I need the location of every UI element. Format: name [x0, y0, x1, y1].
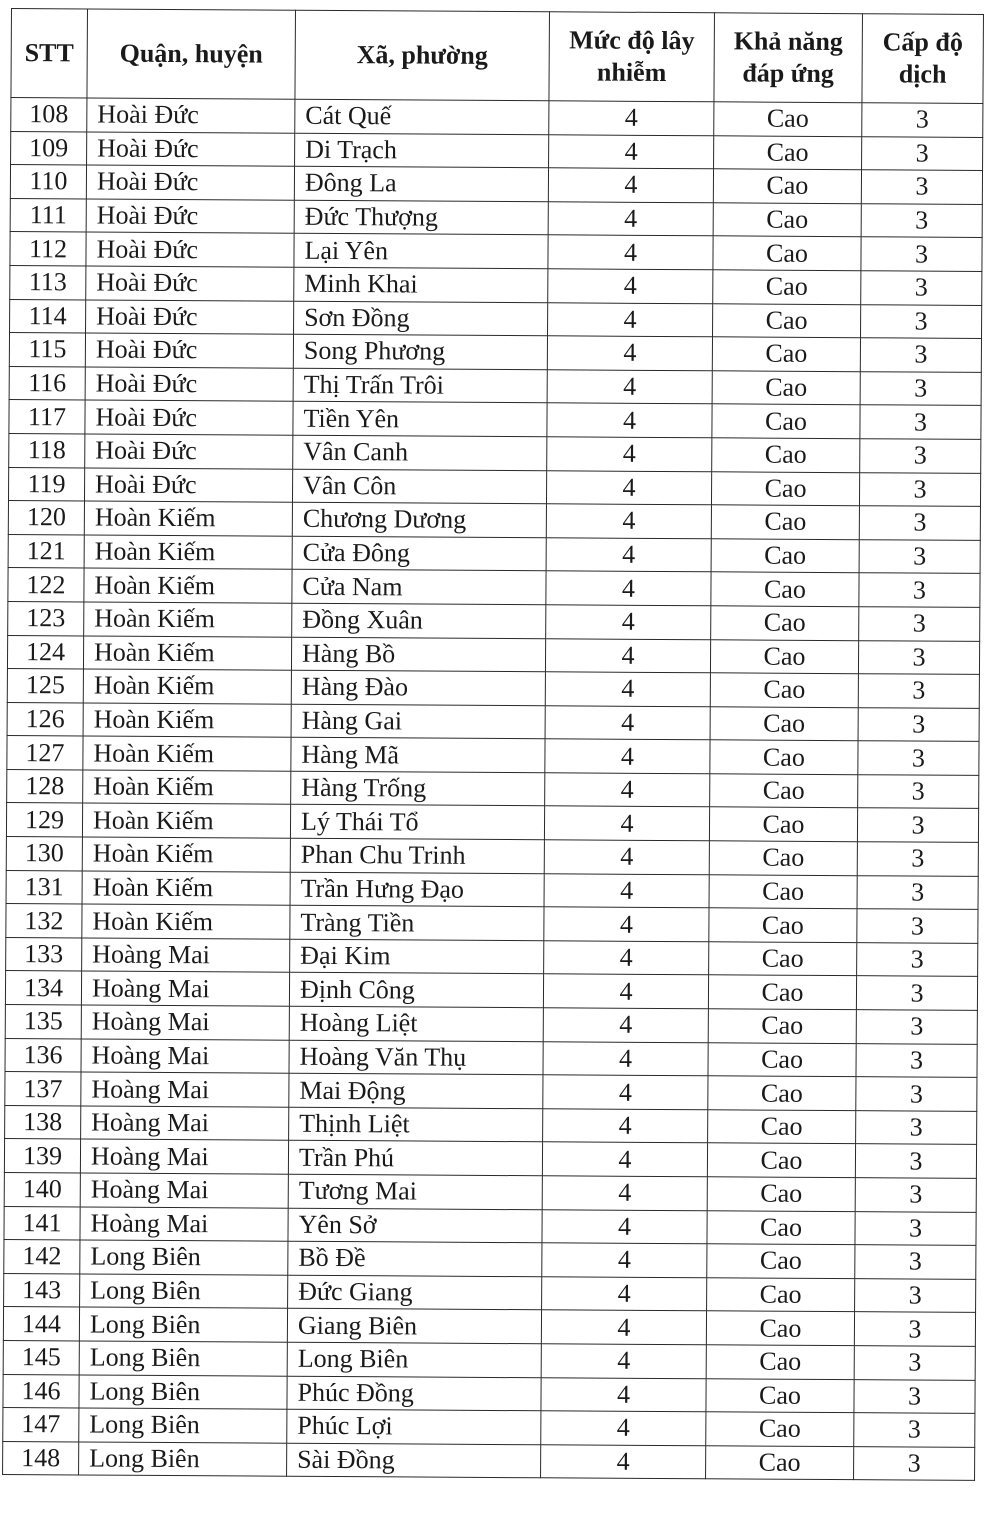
cell-epidemic-level: 3 — [858, 640, 979, 674]
cell-response-capacity: Cao — [711, 572, 859, 606]
cell-response-capacity: Cao — [712, 337, 860, 371]
cell-response-capacity: Cao — [706, 1345, 854, 1379]
cell-ward: Vân Canh — [293, 435, 547, 470]
cell-epidemic-level: 3 — [859, 607, 980, 641]
cell-infection-level: 4 — [545, 773, 710, 808]
cell-stt: 144 — [3, 1307, 79, 1341]
cell-response-capacity: Cao — [710, 774, 858, 808]
cell-epidemic-level: 3 — [861, 271, 982, 305]
cell-infection-level: 4 — [542, 1209, 707, 1244]
cell-district: Hoàng Mai — [81, 1005, 289, 1040]
cell-ward: Hoàng Liệt — [289, 1006, 543, 1041]
cell-response-capacity: Cao — [710, 740, 858, 774]
cell-district: Hoàn Kiếm — [84, 568, 292, 603]
cell-district: Long Biên — [79, 1375, 287, 1410]
cell-ward: Minh Khai — [294, 267, 548, 302]
cell-district: Hoàn Kiếm — [83, 669, 291, 704]
cell-ward: Định Công — [289, 973, 543, 1008]
cell-stt: 128 — [7, 769, 83, 803]
table-body — [3, 98, 983, 1481]
cell-stt: 121 — [8, 534, 84, 568]
cell-epidemic-level: 3 — [862, 103, 983, 137]
cell-ward: Phan Chu Trinh — [290, 838, 544, 873]
cell-ward: Đồng Xuân — [292, 603, 546, 638]
cell-response-capacity: Cao — [709, 874, 857, 908]
cell-stt: 119 — [8, 467, 84, 501]
cell-district: Hoài Đức — [86, 165, 294, 200]
cell-district: Hoàn Kiếm — [84, 602, 292, 637]
cell-epidemic-level: 3 — [854, 1413, 975, 1447]
cell-response-capacity: Cao — [708, 975, 856, 1009]
cell-stt: 118 — [9, 433, 85, 467]
cell-ward: Chương Dương — [292, 502, 546, 537]
cell-epidemic-level: 3 — [855, 1278, 976, 1312]
cell-district: Long Biên — [79, 1341, 287, 1376]
cell-response-capacity: Cao — [710, 673, 858, 707]
cell-stt: 129 — [6, 803, 82, 837]
cell-stt: 124 — [7, 635, 83, 669]
cell-stt: 145 — [3, 1340, 79, 1374]
cell-epidemic-level: 3 — [854, 1346, 975, 1380]
cell-district: Hoàng Mai — [80, 1173, 288, 1208]
cell-ward: Long Biên — [287, 1342, 541, 1377]
cell-ward: Cát Quế — [295, 99, 549, 134]
cell-district: Hoàng Mai — [80, 1207, 288, 1242]
cell-epidemic-level: 3 — [862, 136, 983, 170]
cell-ward: Hàng Đào — [291, 670, 545, 705]
cell-response-capacity: Cao — [713, 203, 861, 237]
cell-response-capacity: Cao — [712, 371, 860, 405]
cell-response-capacity: Cao — [711, 539, 859, 573]
cell-infection-level: 4 — [545, 739, 710, 774]
cell-ward: Thị Trấn Trôi — [293, 368, 547, 403]
cell-district: Hoài Đức — [85, 367, 293, 402]
cell-infection-level: 4 — [541, 1377, 706, 1412]
cell-infection-level: 4 — [549, 101, 714, 136]
cell-epidemic-level: 3 — [854, 1379, 975, 1413]
cell-district: Hoàng Mai — [81, 971, 289, 1006]
cell-response-capacity: Cao — [713, 303, 861, 337]
cell-infection-level: 4 — [545, 672, 710, 707]
cell-infection-level: 4 — [542, 1243, 707, 1278]
cell-response-capacity: Cao — [707, 1143, 855, 1177]
cell-ward: Đức Thượng — [294, 200, 548, 235]
cell-ward: Hàng Mã — [291, 738, 545, 773]
cell-epidemic-level: 3 — [859, 539, 980, 573]
cell-epidemic-level: 3 — [858, 775, 979, 809]
cell-epidemic-level: 3 — [855, 1245, 976, 1279]
cell-response-capacity: Cao — [714, 102, 862, 136]
cell-response-capacity: Cao — [706, 1311, 854, 1345]
cell-district: Hoàn Kiếm — [82, 837, 290, 872]
cell-infection-level: 4 — [543, 1008, 708, 1043]
cell-district: Hoàn Kiếm — [83, 736, 291, 771]
cell-stt: 141 — [4, 1206, 80, 1240]
cell-stt: 148 — [3, 1441, 79, 1475]
cell-epidemic-level: 3 — [857, 808, 978, 842]
cell-infection-level: 4 — [544, 840, 709, 875]
cell-stt: 112 — [10, 232, 86, 266]
cell-ward: Song Phương — [293, 334, 547, 369]
cell-district: Hoàn Kiếm — [83, 703, 291, 738]
cell-infection-level: 4 — [541, 1445, 706, 1480]
cell-infection-level: 4 — [542, 1176, 707, 1211]
cell-ward: Tiền Yên — [293, 402, 547, 437]
cell-epidemic-level: 3 — [858, 741, 979, 775]
cell-response-capacity: Cao — [709, 841, 857, 875]
cell-response-capacity: Cao — [713, 236, 861, 270]
cell-epidemic-level: 3 — [855, 1144, 976, 1178]
cell-ward: Lại Yên — [294, 234, 548, 269]
cell-stt: 131 — [6, 870, 82, 904]
cell-stt: 116 — [9, 366, 85, 400]
cell-ward: Phúc Lợi — [287, 1409, 541, 1444]
cell-epidemic-level: 3 — [860, 405, 981, 439]
cell-ward: Đức Giang — [288, 1275, 542, 1310]
cell-infection-level: 4 — [548, 235, 713, 270]
cell-epidemic-level: 3 — [859, 506, 980, 540]
cell-stt: 111 — [10, 198, 86, 232]
cell-infection-level: 4 — [546, 571, 711, 606]
cell-epidemic-level: 3 — [855, 1178, 976, 1212]
cell-infection-level: 4 — [548, 302, 713, 337]
cell-epidemic-level: 3 — [856, 976, 977, 1010]
cell-epidemic-level: 3 — [856, 1043, 977, 1077]
cell-infection-level: 4 — [543, 1109, 708, 1144]
cell-infection-level: 4 — [541, 1310, 706, 1345]
cell-ward: Lý Thái Tổ — [290, 805, 544, 840]
cell-district: Hoàng Mai — [80, 1139, 288, 1174]
cell-infection-level: 4 — [544, 941, 709, 976]
cell-infection-level: 4 — [547, 403, 712, 438]
header-infection-level: Mức độ lây nhiễm — [549, 12, 715, 102]
cell-ward: Hàng Gai — [291, 704, 545, 739]
cell-district: Hoàn Kiếm — [84, 535, 292, 570]
cell-epidemic-level: 3 — [857, 842, 978, 876]
cell-district: Hoàng Mai — [81, 1039, 289, 1074]
cell-ward: Giang Biên — [287, 1309, 541, 1344]
cell-response-capacity: Cao — [711, 505, 859, 539]
cell-epidemic-level: 3 — [860, 439, 981, 473]
cell-ward: Hoàng Văn Thụ — [289, 1040, 543, 1075]
header-epidemic-level: Cấp độ dịch — [862, 14, 984, 104]
cell-district: Hoàn Kiếm — [84, 501, 292, 536]
cell-epidemic-level: 3 — [857, 875, 978, 909]
cell-ward: Phúc Đồng — [287, 1376, 541, 1411]
cell-response-capacity: Cao — [708, 1042, 856, 1076]
cell-infection-level: 4 — [546, 470, 711, 505]
cell-response-capacity: Cao — [712, 438, 860, 472]
cell-ward: Đông La — [294, 166, 548, 201]
cell-response-capacity: Cao — [706, 1378, 854, 1412]
cell-district: Hoài Đức — [86, 300, 294, 335]
cell-ward: Trần Phú — [288, 1141, 542, 1176]
cell-stt: 136 — [5, 1038, 81, 1072]
cell-response-capacity: Cao — [708, 1076, 856, 1110]
cell-infection-level: 4 — [543, 1041, 708, 1076]
header-district: Quận, huyện — [87, 9, 296, 99]
cell-infection-level: 4 — [542, 1142, 707, 1177]
cell-stt: 139 — [4, 1139, 80, 1173]
cell-district: Long Biên — [80, 1274, 288, 1309]
cell-district: Hoài Đức — [86, 199, 294, 234]
cell-stt: 122 — [8, 568, 84, 602]
cell-stt: 142 — [4, 1240, 80, 1274]
cell-stt: 138 — [5, 1105, 81, 1139]
cell-ward: Hàng Trống — [291, 771, 545, 806]
cell-stt: 132 — [6, 904, 82, 938]
cell-response-capacity: Cao — [709, 807, 857, 841]
cell-infection-level: 4 — [547, 437, 712, 472]
cell-ward: Đại Kim — [290, 939, 544, 974]
cell-ward: Tràng Tiền — [290, 905, 544, 940]
cell-response-capacity: Cao — [706, 1412, 854, 1446]
cell-stt: 127 — [7, 736, 83, 770]
cell-response-capacity: Cao — [710, 706, 858, 740]
cell-stt: 146 — [3, 1374, 79, 1408]
cell-stt: 125 — [7, 669, 83, 703]
cell-response-capacity: Cao — [707, 1177, 855, 1211]
table-row — [3, 1441, 975, 1481]
cell-infection-level: 4 — [546, 504, 711, 539]
cell-response-capacity: Cao — [707, 1210, 855, 1244]
cell-infection-level: 4 — [541, 1344, 706, 1379]
cell-district: Hoàng Mai — [81, 1072, 289, 1107]
cell-stt: 135 — [5, 1005, 81, 1039]
cell-district: Hoài Đức — [85, 400, 293, 435]
cell-epidemic-level: 3 — [857, 943, 978, 977]
cell-ward: Bồ Đề — [288, 1241, 542, 1276]
cell-district: Hoài Đức — [85, 333, 293, 368]
epidemic-level-table — [2, 8, 984, 1481]
cell-stt: 147 — [3, 1408, 79, 1442]
header-response-capacity: Khả năng đáp ứng — [714, 13, 863, 103]
cell-district: Hoài Đức — [85, 434, 293, 469]
cell-infection-level: 4 — [549, 134, 714, 169]
cell-infection-level: 4 — [548, 202, 713, 237]
cell-district: Hoàn Kiếm — [82, 871, 290, 906]
cell-epidemic-level: 3 — [858, 707, 979, 741]
cell-epidemic-level: 3 — [861, 170, 982, 204]
cell-stt: 114 — [10, 299, 86, 333]
cell-infection-level: 4 — [544, 907, 709, 942]
header-stt: STT — [11, 9, 88, 98]
cell-stt: 143 — [4, 1273, 80, 1307]
cell-district: Hoàn Kiếm — [83, 635, 291, 670]
cell-epidemic-level: 3 — [861, 203, 982, 237]
cell-infection-level: 4 — [544, 806, 709, 841]
cell-district: Hoài Đức — [84, 467, 292, 502]
cell-response-capacity: Cao — [709, 942, 857, 976]
cell-stt: 108 — [11, 98, 87, 132]
cell-epidemic-level: 3 — [861, 237, 982, 271]
cell-district: Hoàn Kiếm — [82, 904, 290, 939]
cell-epidemic-level: 3 — [859, 573, 980, 607]
cell-district: Hoài Đức — [86, 266, 294, 301]
cell-infection-level: 4 — [546, 605, 711, 640]
cell-response-capacity: Cao — [706, 1446, 854, 1480]
cell-ward: Thịnh Liệt — [289, 1107, 543, 1142]
cell-epidemic-level: 3 — [860, 338, 981, 372]
cell-response-capacity: Cao — [711, 471, 859, 505]
cell-response-capacity: Cao — [707, 1278, 855, 1312]
cell-district: Hoàng Mai — [82, 938, 290, 973]
cell-response-capacity: Cao — [710, 639, 858, 673]
cell-stt: 140 — [4, 1172, 80, 1206]
cell-response-capacity: Cao — [713, 169, 861, 203]
cell-epidemic-level: 3 — [855, 1211, 976, 1245]
cell-stt: 120 — [8, 501, 84, 535]
cell-district: Long Biên — [79, 1307, 287, 1342]
cell-infection-level: 4 — [547, 336, 712, 371]
cell-infection-level: 4 — [544, 873, 709, 908]
cell-epidemic-level: 3 — [857, 909, 978, 943]
cell-stt: 109 — [11, 131, 87, 165]
cell-response-capacity: Cao — [707, 1244, 855, 1278]
cell-infection-level: 4 — [542, 1277, 707, 1312]
cell-ward: Vân Côn — [292, 469, 546, 504]
cell-stt: 117 — [9, 400, 85, 434]
cell-infection-level: 4 — [545, 705, 710, 740]
cell-ward: Yên Sở — [288, 1208, 542, 1243]
cell-epidemic-level: 3 — [856, 1010, 977, 1044]
cell-ward: Cửa Đông — [292, 536, 546, 571]
cell-epidemic-level: 3 — [856, 1077, 977, 1111]
cell-infection-level: 4 — [545, 638, 710, 673]
cell-response-capacity: Cao — [714, 135, 862, 169]
table-header-row — [11, 9, 984, 104]
cell-district: Hoàng Mai — [81, 1106, 289, 1141]
cell-response-capacity: Cao — [708, 1110, 856, 1144]
cell-stt: 115 — [9, 333, 85, 367]
cell-epidemic-level: 3 — [858, 674, 979, 708]
cell-response-capacity: Cao — [712, 404, 860, 438]
cell-epidemic-level: 3 — [861, 304, 982, 338]
cell-ward: Tương Mai — [288, 1174, 542, 1209]
cell-infection-level: 4 — [548, 269, 713, 304]
cell-infection-level: 4 — [543, 1075, 708, 1110]
cell-stt: 126 — [7, 702, 83, 736]
cell-ward: Sài Đồng — [287, 1443, 541, 1478]
cell-district: Long Biên — [80, 1240, 288, 1275]
cell-district: Hoàn Kiếm — [82, 803, 290, 838]
cell-district: Hoài Đức — [87, 98, 295, 133]
cell-ward: Hàng Bồ — [291, 637, 545, 672]
cell-district: Hoài Đức — [87, 132, 295, 167]
cell-epidemic-level: 3 — [854, 1446, 975, 1480]
cell-ward: Mai Động — [289, 1073, 543, 1108]
cell-stt: 137 — [5, 1072, 81, 1106]
cell-infection-level: 4 — [541, 1411, 706, 1446]
cell-response-capacity: Cao — [709, 908, 857, 942]
cell-ward: Cửa Nam — [292, 570, 546, 605]
cell-epidemic-level: 3 — [859, 472, 980, 506]
cell-infection-level: 4 — [543, 974, 708, 1009]
cell-response-capacity: Cao — [708, 1009, 856, 1043]
cell-epidemic-level: 3 — [860, 371, 981, 405]
cell-stt: 113 — [10, 265, 86, 299]
cell-district: Hoài Đức — [86, 232, 294, 267]
cell-ward: Trần Hưng Đạo — [290, 872, 544, 907]
header-ward: Xã, phường — [295, 10, 550, 101]
cell-response-capacity: Cao — [711, 606, 859, 640]
cell-stt: 110 — [10, 165, 86, 199]
cell-district: Hoàn Kiếm — [83, 770, 291, 805]
cell-infection-level: 4 — [547, 370, 712, 405]
cell-stt: 134 — [5, 971, 81, 1005]
cell-infection-level: 4 — [546, 537, 711, 572]
cell-infection-level: 4 — [548, 168, 713, 203]
cell-epidemic-level: 3 — [856, 1110, 977, 1144]
cell-ward: Sơn Đồng — [294, 301, 548, 336]
cell-epidemic-level: 3 — [854, 1312, 975, 1346]
cell-stt: 130 — [6, 837, 82, 871]
cell-stt: 123 — [8, 601, 84, 635]
cell-stt: 133 — [6, 937, 82, 971]
cell-district: Long Biên — [79, 1408, 287, 1443]
cell-response-capacity: Cao — [713, 270, 861, 304]
cell-district: Long Biên — [79, 1442, 287, 1477]
cell-ward: Di Trạch — [295, 133, 549, 168]
